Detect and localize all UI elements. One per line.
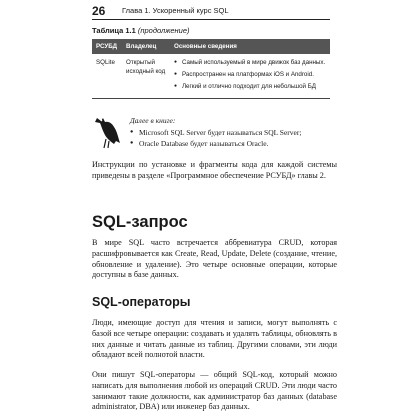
- note-intro: Далее в книге:: [130, 116, 176, 125]
- paragraph-operators: Люди, имеющие доступ для чтения и записи, могут выполнять с базой все четыре операции: создавать и удалять таблицы, обновлять в них данные и читать данные из таблиц. Другими словами, эти люди обладают всей полнотой власти.: [92, 318, 337, 360]
- page-number: 26: [92, 4, 106, 18]
- feature-item: ● Распространен на платформах iOS и Android.: [174, 70, 326, 79]
- column-header-rdbms: РСУБД: [92, 39, 122, 54]
- crow-icon: [92, 113, 122, 149]
- feature-item: ● Самый используемый в мире движок баз данных.: [174, 58, 326, 67]
- note-item: ● Oracle Database будет называться Oracle.: [130, 138, 301, 149]
- note-item: ● Microsoft SQL Server будет называться SQL Server;: [130, 127, 301, 138]
- table-row: [92, 54, 330, 99]
- cell-features: [170, 54, 330, 99]
- table-caption-label: Таблица 1.1: [92, 26, 136, 35]
- note-list: [130, 127, 301, 149]
- running-header: [92, 1, 330, 20]
- table-caption: [92, 26, 190, 35]
- table-header-row: [92, 39, 330, 54]
- paragraph-writers: Они пишут SQL-операторы — общий SQL-код, который можно написать для выполнения любой из операций CRUD. Эти люди часто занимают такие должности, как администратор баз данных (database administrator, DBA) или инженер баз данных.: [92, 370, 337, 412]
- cell-owner: Открытый исходный код: [122, 54, 170, 99]
- feature-item: ● Легкий и отлично подходит для небольшой БД: [174, 82, 326, 91]
- rdbms-table: [92, 39, 330, 99]
- table-caption-note: (продолжение): [137, 26, 190, 35]
- subsection-title: SQL-операторы: [92, 295, 191, 309]
- paragraph-install: Инструкции по установке и фрагменты кода для каждой системы приведены в разделе «Программное обеспечение РСУБД» главы 2.: [92, 160, 337, 180]
- paragraph-sql-query: В мире SQL часто встречается аббревиатура CRUD, которая расшифровывается как Create, Read, Update, Delete (создание, чтение, обновление и удаление). Это четыре основные операции, которые доступны в базе данных.: [92, 238, 337, 280]
- cell-rdbms: SQLite: [92, 54, 122, 99]
- column-header-features: Основные сведения: [170, 39, 330, 54]
- section-title: SQL-запрос: [92, 213, 188, 231]
- chapter-title: Глава 1. Ускоренный курс SQL: [122, 6, 229, 15]
- column-header-owner: Владелец: [122, 39, 170, 54]
